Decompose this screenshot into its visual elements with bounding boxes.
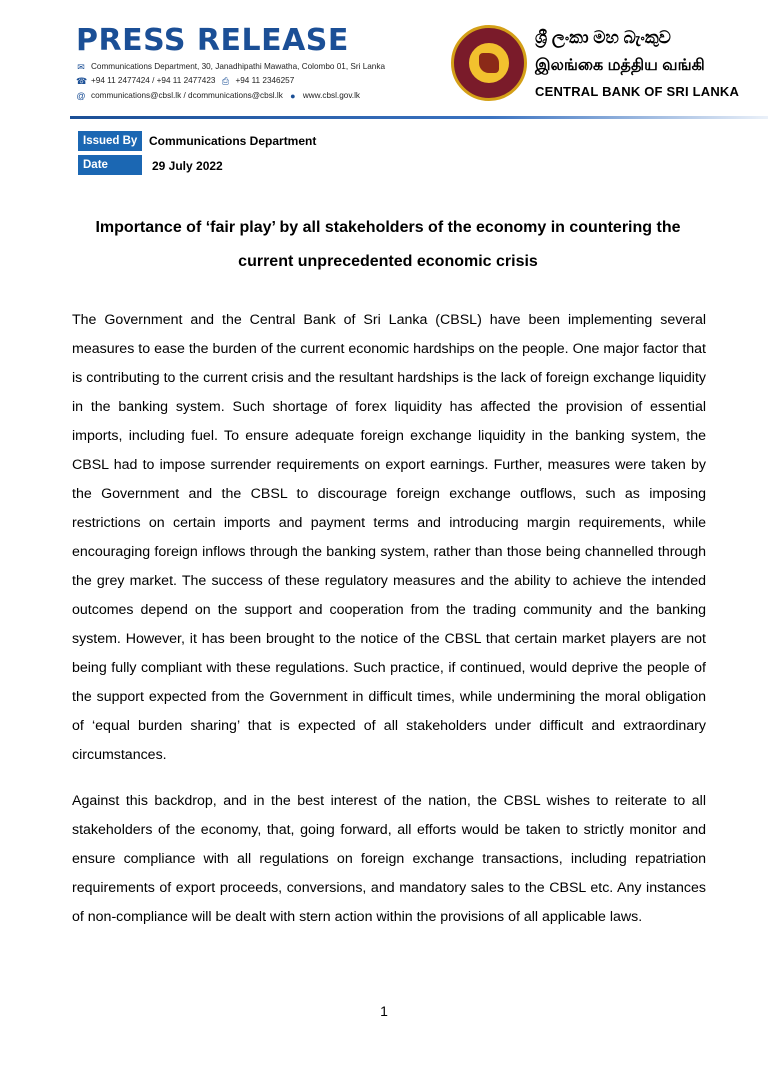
address-text: Communications Department, 30, Janadhipathi Mawatha, Colombo 01, Sri Lanka: [91, 62, 385, 71]
bank-name-tamil: இலங்கை மத்திய வங்கி: [535, 57, 705, 74]
phone-icon: ☎: [76, 75, 88, 86]
envelope-icon: ✉: [77, 61, 85, 72]
email-at-icon: @: [76, 90, 86, 101]
body-paragraph-1: The Government and the Central Bank of Sri Lanka (CBSL) have been implementing several measures to ease the burden of the current economic hardships on the people. One major factor that is contributing to the current crisis and the resultant hardships is the lack of foreign exchange liquidity in the banking system. Such shortage of forex liquidity has affected the provision of essential imports, including fuel. To ensure adequate foreign exchange liquidity in the banking system, the CBSL had to impose surrender requirements on export earnings. Further, measures were taken by the Government and the CBSL to discourage foreign exchange outflows, such as imposing restrictions on certain imports and payment terms and introducing margin requirements, while encouraging foreign inflows through the banking system, rather than those being channelled through the grey market. The success of these regulatory measures and the ability to achieve the intended outcomes depend on the support and cooperation from the trading community and the banking system. However, it has been brought to the notice of the CBSL that certain market players are not being fully compliant with these regulations. Such practice, if continued, would deprive the people of the support expected from the Government in difficult times, while undermining the moral obligation of ‘equal burden sharing’ that is expected of all stakeholders under difficult and extraordinary circumstances.: [72, 312, 706, 763]
press-release-title: PRESS RELEASE: [76, 23, 349, 58]
page-number: 1: [380, 1003, 388, 1019]
issued-by-label: Issued By: [78, 131, 142, 151]
phone-text: +94 11 2477424 / +94 11 2477423: [91, 76, 216, 85]
letterhead: [0, 0, 768, 120]
fax-icon: ⎙: [221, 75, 230, 86]
central-bank-seal-icon: [451, 25, 527, 101]
email-line: [76, 90, 360, 102]
globe-icon: ●: [290, 90, 296, 101]
bank-name-english: CENTRAL BANK OF SRI LANKA: [535, 84, 740, 99]
body-paragraph-2: Against this backdrop, and in the best interest of the nation, the CBSL wishes to reiterate to all stakeholders of the economy, that, going forward, all efforts would be taken to strictly monitor and ensure compliance with all regulations on foreign exchange transactions, including repatriation requirements of export proceeds, conversions, and mandatory sales to the CBSL etc. Any instances of non-compliance will be dealt with stern action within the provisions of all applicable laws.: [72, 793, 706, 925]
headline: Importance of ‘fair play’ by all stakeholders of the economy in countering the current unprecedented economic crisis: [95, 219, 681, 270]
email-text[interactable]: communications@cbsl.lk / dcommunications@cbsl.lk: [91, 91, 283, 100]
website-link[interactable]: www.cbsl.gov.lk: [302, 91, 360, 100]
lion-emblem-icon: [479, 53, 499, 73]
address-line: [76, 61, 385, 73]
header-divider: [70, 116, 768, 119]
date-label: Date: [78, 155, 142, 175]
issued-by-value: Communications Department: [149, 134, 317, 148]
fax-text: +94 11 2346257: [235, 76, 295, 85]
bank-name-sinhala: ශ්‍රී ලංකා මහ බැංකුව: [535, 28, 671, 47]
phone-line: [76, 75, 294, 87]
seal-center: [467, 41, 511, 85]
date-value: 29 July 2022: [152, 159, 223, 173]
